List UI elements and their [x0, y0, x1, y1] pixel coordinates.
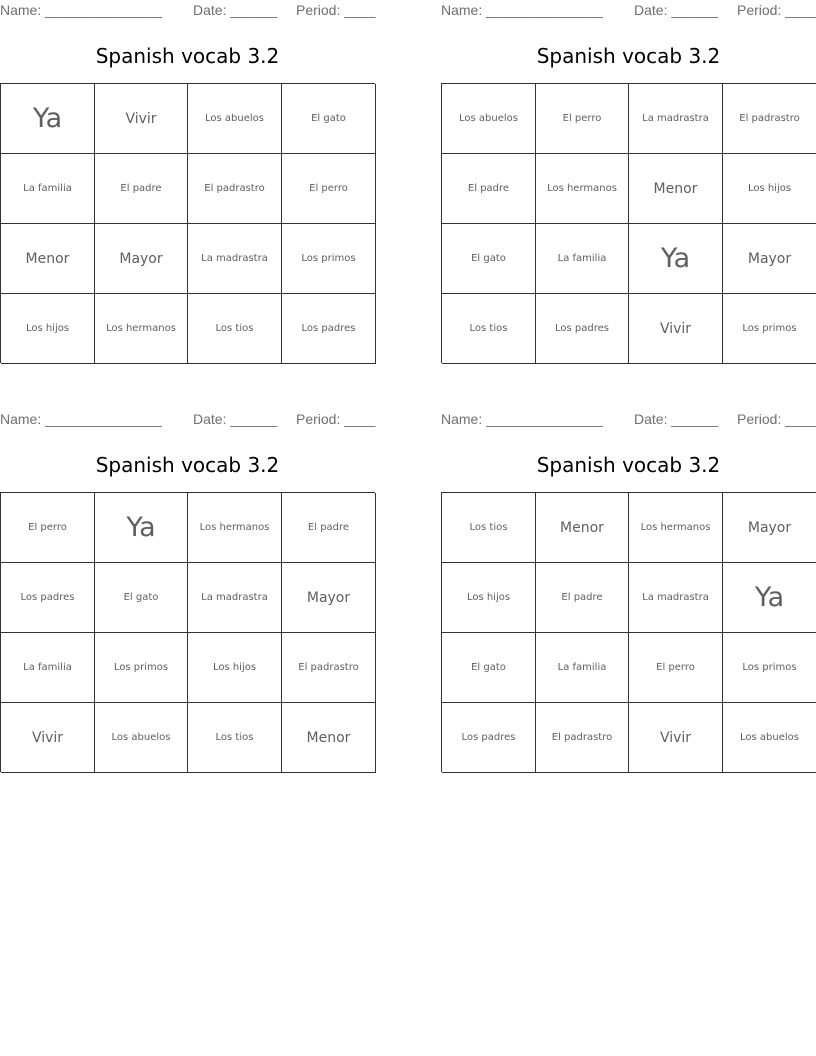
student-info-line: [0, 2, 375, 20]
card-title: Spanish vocab 3.2: [95, 44, 280, 68]
period-field: Period: ____: [296, 2, 376, 18]
card-title: Spanish vocab 3.2: [536, 453, 721, 477]
grid-cell: Mayor: [95, 224, 188, 294]
grid-cell: El padrastro: [188, 154, 282, 224]
student-info-line: [0, 411, 375, 429]
grid-cell: El gato: [95, 563, 188, 633]
grid-cell: Los abuelos: [723, 703, 816, 773]
card-title: Spanish vocab 3.2: [95, 453, 280, 477]
grid-cell: Los tios: [188, 294, 282, 364]
grid-cell: Los hijos: [1, 294, 95, 364]
grid-cell: El perro: [536, 84, 629, 154]
grid-cell: Los padres: [1, 563, 95, 633]
grid-cell: Ya: [95, 493, 188, 563]
name-field: Name: _______________: [0, 2, 162, 18]
grid-cell: Los tios: [442, 294, 536, 364]
grid-cell: Los hermanos: [188, 493, 282, 563]
grid-cell: Menor: [282, 703, 376, 773]
grid-cell: La madrastra: [188, 224, 282, 294]
grid-cell: Los hijos: [188, 633, 282, 703]
grid-cell: Mayor: [723, 224, 816, 294]
grid-cell: Vivir: [95, 84, 188, 154]
grid-cell: Los tios: [442, 493, 536, 563]
grid-cell: La madrastra: [629, 563, 723, 633]
grid-cell: El perro: [629, 633, 723, 703]
grid-cell: Menor: [1, 224, 95, 294]
grid-cell: Ya: [629, 224, 723, 294]
grid-cell: La familia: [536, 224, 629, 294]
student-info-line: [441, 411, 816, 429]
grid-cell: El padre: [282, 493, 376, 563]
grid-cell: La familia: [536, 633, 629, 703]
grid-cell: El perro: [1, 493, 95, 563]
grid-cell: El gato: [442, 633, 536, 703]
name-field: Name: _______________: [441, 2, 603, 18]
grid-cell: Los padres: [442, 703, 536, 773]
grid-cell: El padrastro: [536, 703, 629, 773]
grid-cell: Vivir: [629, 294, 723, 364]
grid-cell: Mayor: [282, 563, 376, 633]
grid-cell: El padrastro: [282, 633, 376, 703]
card-title: Spanish vocab 3.2: [536, 44, 721, 68]
bingo-grid: [0, 492, 375, 772]
grid-cell: Los abuelos: [442, 84, 536, 154]
grid-cell: Los tios: [188, 703, 282, 773]
grid-cell: Los primos: [95, 633, 188, 703]
grid-cell: La familia: [1, 633, 95, 703]
grid-cell: Ya: [1, 84, 95, 154]
grid-cell: Los primos: [282, 224, 376, 294]
grid-cell: Los padres: [282, 294, 376, 364]
period-field: Period: ____: [737, 2, 816, 18]
grid-cell: Ya: [723, 563, 816, 633]
grid-cell: El padre: [95, 154, 188, 224]
grid-cell: La madrastra: [629, 84, 723, 154]
grid-cell: Los hermanos: [95, 294, 188, 364]
grid-cell: Menor: [629, 154, 723, 224]
bingo-grid: [441, 492, 816, 772]
grid-cell: Mayor: [723, 493, 816, 563]
period-field: Period: ____: [737, 411, 816, 427]
grid-cell: El gato: [442, 224, 536, 294]
bingo-grid: [0, 83, 375, 363]
grid-cell: El padre: [442, 154, 536, 224]
grid-cell: Vivir: [1, 703, 95, 773]
grid-cell: El perro: [282, 154, 376, 224]
grid-cell: Los hijos: [723, 154, 816, 224]
grid-cell: Los abuelos: [95, 703, 188, 773]
period-field: Period: ____: [296, 411, 376, 427]
grid-cell: La familia: [1, 154, 95, 224]
grid-cell: Menor: [536, 493, 629, 563]
name-field: Name: _______________: [0, 411, 162, 427]
grid-cell: Vivir: [629, 703, 723, 773]
grid-cell: La madrastra: [188, 563, 282, 633]
grid-cell: Los primos: [723, 633, 816, 703]
date-field: Date: ______: [634, 411, 719, 427]
date-field: Date: ______: [193, 411, 278, 427]
date-field: Date: ______: [634, 2, 719, 18]
date-field: Date: ______: [193, 2, 278, 18]
student-info-line: [441, 2, 816, 20]
grid-cell: Los abuelos: [188, 84, 282, 154]
grid-cell: Los hijos: [442, 563, 536, 633]
grid-cell: El padre: [536, 563, 629, 633]
grid-cell: Los hermanos: [536, 154, 629, 224]
grid-cell: El padrastro: [723, 84, 816, 154]
grid-cell: Los padres: [536, 294, 629, 364]
grid-cell: El gato: [282, 84, 376, 154]
bingo-grid: [441, 83, 816, 363]
grid-cell: Los hermanos: [629, 493, 723, 563]
grid-cell: Los primos: [723, 294, 816, 364]
name-field: Name: _______________: [441, 411, 603, 427]
